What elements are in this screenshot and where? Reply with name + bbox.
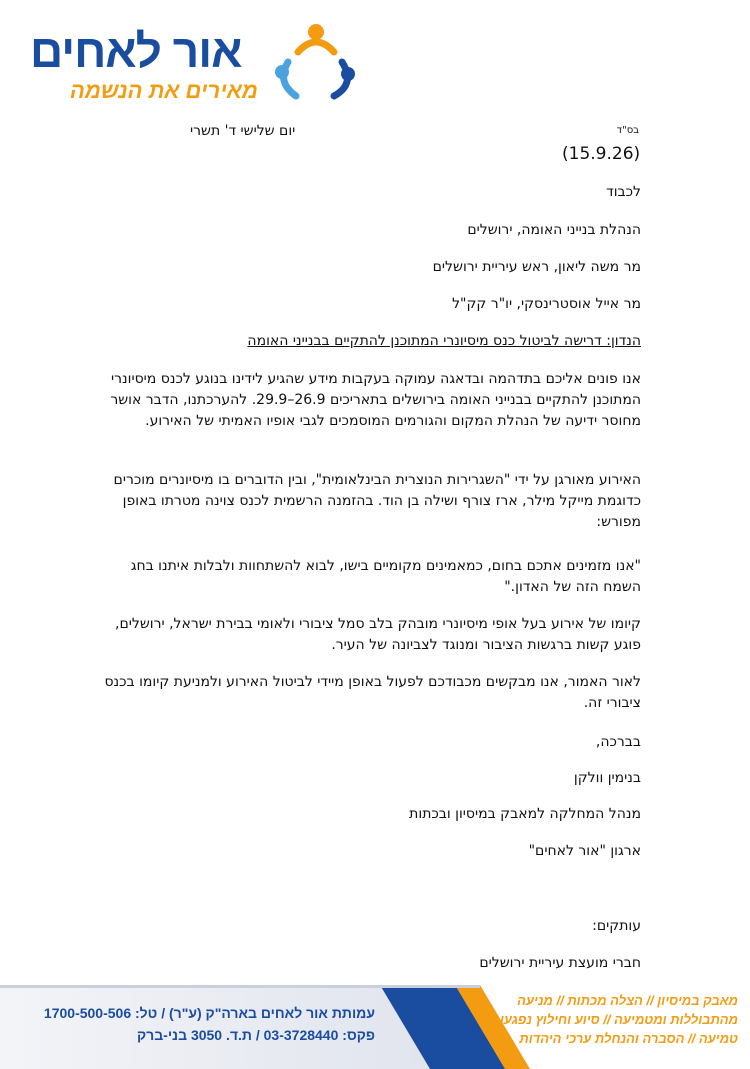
recipient-2: מר משה ליאון, ראש עיריית ירושלים <box>432 259 641 275</box>
signer-name: בנימין וולקן <box>573 770 641 786</box>
recipient-1: הנהלת בנייני האומה, ירושלים <box>467 222 641 238</box>
hebrew-date: יום שלישי ד' תשרי <box>190 123 296 139</box>
bsd-mark: בס"ד <box>616 125 639 136</box>
letterhead-footer <box>0 985 750 1069</box>
body-paragraph-5 <box>100 672 641 714</box>
footer-contact-line-2: פקס: 03-3728440 / ת.ד. 3050 בני-ברק <box>136 1027 375 1043</box>
body-paragraph-4 <box>100 614 641 656</box>
footer-services-line-3: טמיעה // הסברה והנחלת ערכי היהדות <box>519 1031 738 1046</box>
paragraph-text: לאור האמור, אנו מבקשים מכבודכם לפעול באופן מיידי לביטול האירוע ולמניעת קיומו בכנס ציבורי זה. <box>104 674 641 711</box>
copies-label: עותקים: <box>592 918 641 934</box>
paragraph-text: האירוע מאורגן על ידי "השגרירות הנוצרית הבינלאומית", ובין הדוברים בו מיסיונרים מוכרים כדוגמת מייקל מילר, ארז צורף ושילה בן הוד. בהזמנה הרשמית לכנס צוינה מטרתו באופן מפורש: <box>113 472 641 530</box>
footer-services-line-2: מהתבוללות ומטמיעה // סיוע וחילוץ נפגעות <box>490 1012 738 1027</box>
paragraph-text: "אנו מזמינים אתכם בחום, כמאמינים מקומיים בישו, לבוא להשתחוות ולבלות איתנו בחג השמח הזה של האדון." <box>130 558 641 595</box>
subject-line: הנדון: דרישה לביטול כנס מיסיונרי המתוכנן להתקיים בבנייני האומה <box>247 333 641 349</box>
closing: בברכה, <box>595 734 641 750</box>
logo-tagline: מאירים את הנשמה <box>70 78 258 103</box>
signer-title: מנהל המחלקה למאבק במיסיון ובכתות <box>409 806 641 822</box>
copies-item: חברי מועצת עיריית ירושלים <box>479 955 641 971</box>
recipient-3: מר אייל אוסטרינסקי, יו"ר קק"ל <box>452 296 641 312</box>
paragraph-text: קיומו של אירוע בעל אופי מיסיונרי מובהק בלב סמל ציבורי ולאומי בבירת ישראל, ירושלים, פוגע קשות ברגשות הציבור ומנוגד לצביונה של העיר. <box>115 616 641 653</box>
logo-name: אור לאחים <box>30 25 242 77</box>
body-paragraph-3 <box>100 556 641 598</box>
paragraph-text: אנו פונים אליכם בתדהמה ובדאגה עמוקה בעקבות מידע שהגיע לידינו בנוגע לכנס מיסיונרי המתוכנן להתקיים בבנייני האומה בירושלים בתאריכים 26.9–29.9. להערכתנו, הדבר אושר מחוסר ידיעה של הנהלת המקום והגורמים המוסמכים לגבי אופיו האמיתי של האירוע. <box>110 371 641 429</box>
footer-contact-line-1: עמותת אור לאחים בארה"ק (ע"ר) / טל: 1700-500-506 <box>43 1005 375 1021</box>
logo-figures-icon <box>268 22 358 102</box>
body-paragraph-2 <box>100 470 641 533</box>
footer-services-line-1: מאבק במיסיון // הצלה מכתות // מניעה <box>517 993 738 1008</box>
greeting: לכבוד <box>606 184 641 200</box>
body-paragraph-1 <box>100 369 641 432</box>
signer-org: ארגון "אור לאחים" <box>528 843 641 859</box>
org-logo <box>30 22 330 102</box>
gregorian-date: (15.9.26) <box>562 144 641 164</box>
